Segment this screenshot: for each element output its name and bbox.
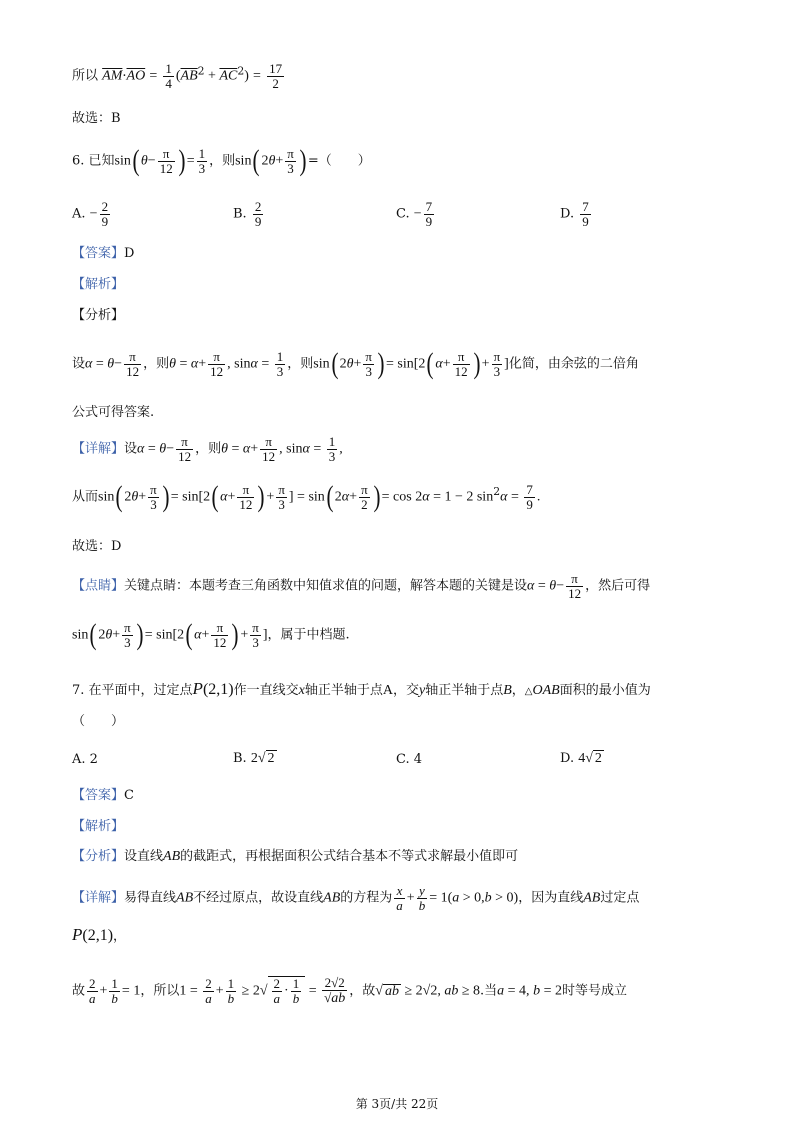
q7-fenxi-line: 【分析】设直线AB的截距式，再根据面积公式结合基本不等式求解最小值即可 [72,849,519,864]
q6-analysis-tag: 【解析】 [72,277,125,292]
line-am-ao: 所以 $\overline{AM}\cdot\overline{AO}$ = $\frac{1}{4}$ $(\overline{AB}^2 + \overline{AC}^2)$ = $\frac{17}{2}$ [72,61,283,91]
q6-answer: 【答案】D [72,246,135,261]
q6-point-line2: sin( 2θ+ $\frac{\pi}{3}$ ) = sin[2( α+ $\frac{\pi}{12}$ ) + $\frac{\pi}{3}$ ]，属于中档题. [72,618,350,651]
q6-choice: 故选：D [72,539,122,554]
q7-option-b[interactable]: B. 2√ 2 [233,751,275,766]
q7-blank: （ ） [72,714,125,729]
q6-detail-line1: 【详解】设α = θ− $\frac{\pi}{12}$ ，则θ = α+ $\frac{\pi}{12}$ , sinα = $\frac{1}{3}$ , [72,434,343,464]
q6-option-c[interactable]: C. − $\frac{7}{9}$ [396,199,433,229]
q7-detail-line2: P(2,1)， [72,925,127,944]
q6-stem: 6. 已知sin( θ− $\frac{\pi}{12}$ ) = $\frac{1}{3}$ ，则sin( 2θ+ $\frac{\pi}{3}$ ) =（ ） [72,144,371,177]
q7-detail-line1: 【详解】易得直线AB不经过原点，故设直线AB的方程为 $\frac{x}{a}$ + $\frac{y}{b}$ = 1(a > 0,b > 0)，因为直线AB过定点 [72,883,640,913]
q7-stem: 7. 在平面中，过定点P(2,1)作一直线交x轴正半轴于点A，交y轴正半轴于点B，△OAB面积的最小值为 [72,679,651,698]
q6-detail-line2: 从而sin( 2θ+ $\frac{\pi}{3}$ ) = sin[2( α+ $\frac{\pi}{12}$ ) + $\frac{\pi}{3}$ ] = sin( 2α+ $\frac{\pi}{2}$ ) = cos 2α = 1 − 2 $\sin^2\alpha$ = $\frac{7}{9}$ . [72,480,541,513]
q6-option-d[interactable]: D. $\frac{7}{9}$ [560,199,589,229]
q6-point-line1: 【点睛】关键点睛：本题考查三角函数中知值求值的问题，解答本题的关键是设α = θ− $\frac{\pi}{12}$ ，然后可得 [72,571,651,601]
q6-fenxi-line2: 公式可得答案. [72,405,155,420]
q6-option-a[interactable]: A. − $\frac{2}{9}$ [72,199,109,229]
q7-option-a[interactable]: A. 2 [72,752,98,767]
q7-answer: 【答案】C [72,788,134,803]
q7-option-c[interactable]: C. 4 [396,752,423,767]
page-footer: 第 3页/共 22页 [355,1097,439,1111]
q6-option-b[interactable]: B. $\frac{2}{9}$ [233,199,262,229]
q7-detail-line3: 故 $\frac{2}{a}$ + $\frac{1}{b}$ = 1，所以1 = $\frac{2}{a}$ + $\frac{1}{b}$ ≥ 2√ $\frac{2}{a}$ · $\frac{1}{b}$ = $\frac{2√2}{√ab}$ ，故√ ab ≥ 2√2, ab ≥ 8.当a = 4, b = 2时等号成立 [72,975,627,1006]
q5-choice: 故选：B [72,111,121,126]
q6-fenxi-line: 设α = θ− $\frac{\pi}{12}$ ，则θ = α+ $\frac{\pi}{12}$ , sinα = $\frac{1}{3}$ ，则sin( 2θ+ $\frac{\pi}{3}$ ) = sin[2( α+ $\frac{\pi}{12}$ ) + $\frac{\pi}{3}$ ]化简，由余弦的二倍角 [72,347,639,380]
q7-option-d[interactable]: D. 4√ 2 [560,751,602,766]
q6-fenxi-tag: 【分析】 [72,308,125,323]
q7-analysis-tag: 【解析】 [72,819,125,834]
